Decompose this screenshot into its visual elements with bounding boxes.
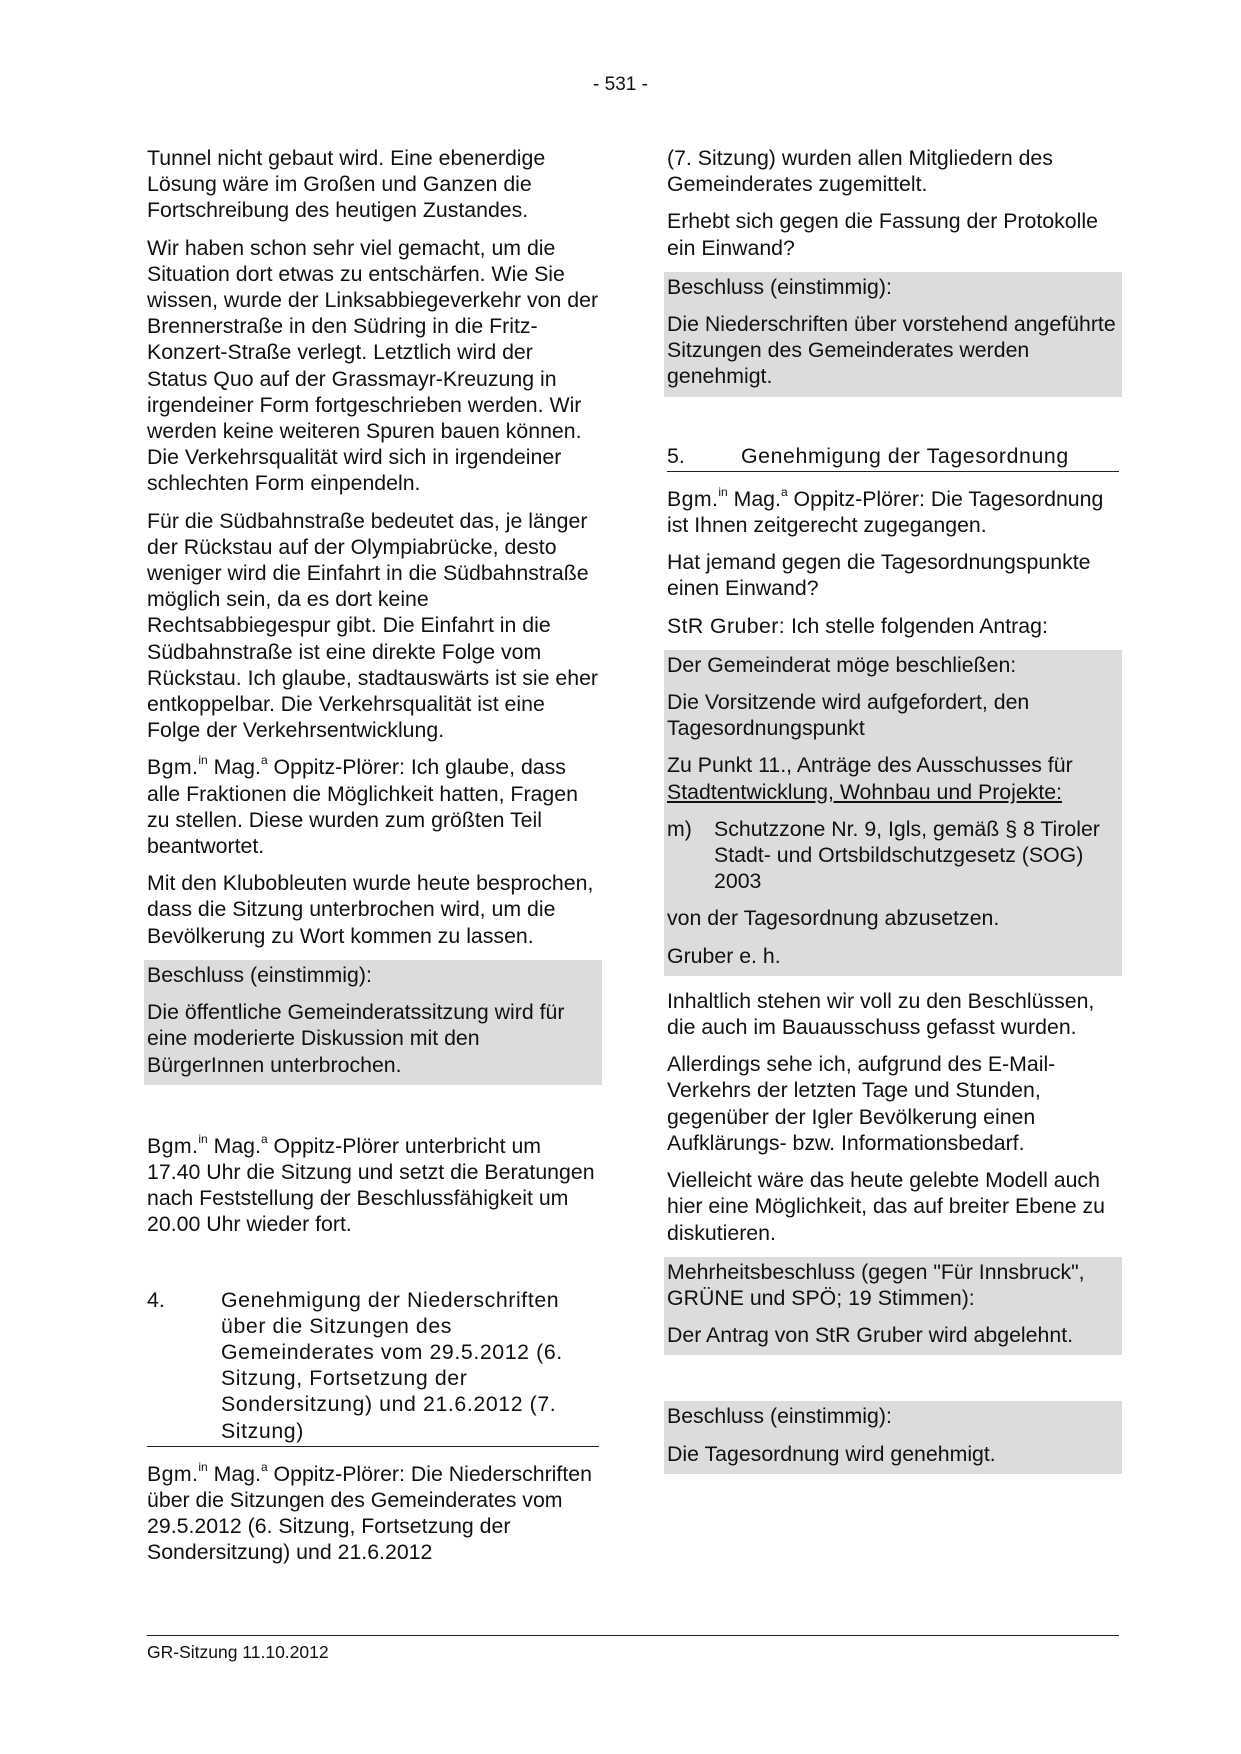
resolution-heading: Beschluss (einstimmig): <box>667 274 892 299</box>
resolution-text: Die Niederschriften über vorstehend angeführte Sitzungen des Gemeinderates werden genehmigt. <box>667 312 1116 389</box>
speech-text: Die Niederschriften über die Sitzungen des Gemeinderates vom 29.5.2012 (6. Sitzung, Fortsetzung der Sondersitzung) und 21.6.2012 <box>147 1461 592 1565</box>
resolution-box <box>664 1257 1122 1356</box>
page-number: - 531 - <box>593 74 648 95</box>
list-item-label: m) <box>667 816 692 841</box>
motion-text-part: Zu Punkt 11., Anträge des Ausschusses für <box>667 753 1073 778</box>
paragraph: Für die Südbahnstraße bedeutet das, je länger der Rückstau auf der Olympiabrücke, desto weniger wird die Einfahrt in die Südbahnstraße möglich sein, da es dort keine Rechtsabbiegespur gibt. Die Einfahrt in die Südbahnstraße ist eine direkte Folge vom Rückstau. Ich glaube, stadtauswärts ist sie eher entkoppelbar. Die Verkehrsqualität ist eine Folge der Verkehrsentwicklung. <box>147 508 599 743</box>
resolution-text: Die Tagesordnung wird genehmigt. <box>667 1441 996 1466</box>
paragraph: Inhaltlich stehen wir voll zu den Beschlüssen, die auch im Bauausschuss gefasst wurden. <box>667 988 1095 1040</box>
speaker-name: StR Gruber: <box>667 613 786 638</box>
section-title: Genehmigung der Niederschriften über die Sitzungen des Gemeinderates vom 29.5.2012 (6. Sitzung, Fortsetzung der Sondersitzung) und 21.6.2012 (7. Sitzung) <box>221 1287 563 1443</box>
paragraph: Erhebt sich gegen die Fassung der Protokolle ein Einwand? <box>667 209 1098 260</box>
paragraph: Allerdings sehe ich, aufgrund des E-Mail-Verkehrs der letzten Tage und Stunden, gegenüber der Igler Bevölkerung einen Aufklärungs- bzw. Informationsbedarf. <box>667 1052 1056 1155</box>
right-column <box>667 145 1119 1486</box>
paragraph: Vielleicht wäre das heute gelebte Modell auch hier eine Möglichkeit, das auf breiter Ebene zu diskutieren. <box>667 1168 1106 1245</box>
list-item-text: Schutzzone Nr. 9, Igls, gemäß § 8 Tiroler Stadt- und Ortsbildschutzgesetz (SOG) 2003 <box>714 816 1100 894</box>
speaker-title: Mag. <box>213 1133 261 1158</box>
speaker-title: Mag. <box>733 486 781 511</box>
list-item <box>667 816 1119 895</box>
superscript: a <box>780 484 788 499</box>
motion-text <box>667 752 1119 804</box>
speech-text: Ich stelle folgenden Antrag: <box>790 613 1048 638</box>
speaker-paragraph <box>147 754 599 859</box>
superscript: a <box>260 1131 268 1146</box>
speaker-name: Oppitz-Plörer: <box>793 486 925 511</box>
speaker-paragraph <box>667 486 1119 538</box>
motion-text: Die Vorsitzende wird aufgefordert, den Tagesordnungspunkt <box>667 690 1030 741</box>
footer-divider <box>147 1635 1119 1636</box>
speaker-title: Bgm. <box>147 755 199 780</box>
speaker-title: Bgm. <box>147 1461 199 1486</box>
speaker-title: Mag. <box>213 1461 261 1486</box>
left-column <box>147 145 599 1577</box>
speaker-paragraph <box>667 613 1119 639</box>
section-number: 5. <box>667 443 685 468</box>
superscript: in <box>198 753 208 768</box>
motion-text-underlined: Stadtentwicklung, Wohnbau und Projekte: <box>667 779 1063 804</box>
section-number: 4. <box>147 1287 165 1312</box>
speaker-title: Bgm. <box>147 1133 199 1158</box>
superscript: in <box>198 1459 208 1474</box>
speech-text: Ich glaube, dass alle Fraktionen die Möglichkeit hatten, Fragen zu stellen. Diese wurden zum größten Teil beantwortet. <box>147 755 578 859</box>
motion-box <box>664 650 1122 976</box>
paragraph: Wir haben schon sehr viel gemacht, um die Situation dort etwas zu entschärfen. Wie Sie wissen, wurde der Linksabbiegeverkehr von der Brennerstraße in den Südring in die Fritz-Konzert-Straße verlegt. Letztlich wird der Status Quo auf der Grassmayr-Kreuzung in irgendeiner Form fortgeschrieben werden. Wir werden keine weiteren Spuren bauen können. Die Verkehrsqualität wird sich in irgendeiner schlechten Form einpendeln. <box>147 235 599 496</box>
superscript: a <box>260 1459 268 1474</box>
resolution-box <box>664 1401 1122 1473</box>
section-heading-5 <box>667 443 1119 472</box>
footer-text: GR-Sitzung 11.10.2012 <box>147 1642 329 1662</box>
speech-text: Die Tagesordnung ist Ihnen zeitgerecht zugegangen. <box>667 486 1104 538</box>
paragraph: Mit den Klubobleuten wurde heute besprochen, dass die Sitzung unterbrochen wird, um die Bevölkerung zu Wort kommen zu lassen. <box>147 871 594 948</box>
superscript: a <box>260 753 268 768</box>
speech-text: Oppitz-Plörer unterbricht um 17.40 Uhr die Sitzung und setzt die Beratungen nach Feststellung der Beschlussfähigkeit um 20.00 Uhr wieder fort. <box>147 1133 595 1237</box>
superscript: in <box>718 484 728 499</box>
speaker-name: Oppitz-Plörer: <box>273 1461 405 1486</box>
motion-text: von der Tagesordnung abzusetzen. <box>667 906 1000 931</box>
section-heading-4 <box>147 1287 599 1447</box>
paragraph: Hat jemand gegen die Tagesordnungspunkte einen Einwand? <box>667 550 1091 601</box>
paragraph: (7. Sitzung) wurden allen Mitgliedern des Gemeinderates zugemittelt. <box>667 146 1053 197</box>
section-title: Genehmigung der Tagesordnung <box>741 443 1069 468</box>
resolution-heading: Beschluss (einstimmig): <box>667 1404 892 1429</box>
resolution-heading: Beschluss (einstimmig): <box>147 962 372 987</box>
speaker-title: Bgm. <box>667 486 719 511</box>
motion-signature: Gruber e. h. <box>667 943 781 968</box>
speaker-paragraph <box>147 1461 599 1566</box>
resolution-text: Der Antrag von StR Gruber wird abgelehnt. <box>667 1323 1074 1348</box>
paragraph: Tunnel nicht gebaut wird. Eine ebenerdige Lösung wäre im Großen und Ganzen die Fortschreibung des heutigen Zustandes. <box>147 146 546 223</box>
resolution-heading: Mehrheitsbeschluss (gegen "Für Innsbruck", GRÜNE und SPÖ; 19 Stimmen): <box>667 1259 1085 1310</box>
speaker-name: Oppitz-Plörer: <box>273 755 405 780</box>
resolution-box <box>144 960 602 1085</box>
resolution-text: Die öffentliche Gemeinderatssitzung wird für eine moderierte Diskussion mit den BürgerInnen unterbrochen. <box>147 1000 565 1077</box>
superscript: in <box>198 1131 208 1146</box>
resolution-box <box>664 272 1122 397</box>
speaker-title: Mag. <box>213 755 261 780</box>
speaker-paragraph <box>147 1133 599 1238</box>
motion-text: Der Gemeinderat möge beschließen: <box>667 652 1017 677</box>
